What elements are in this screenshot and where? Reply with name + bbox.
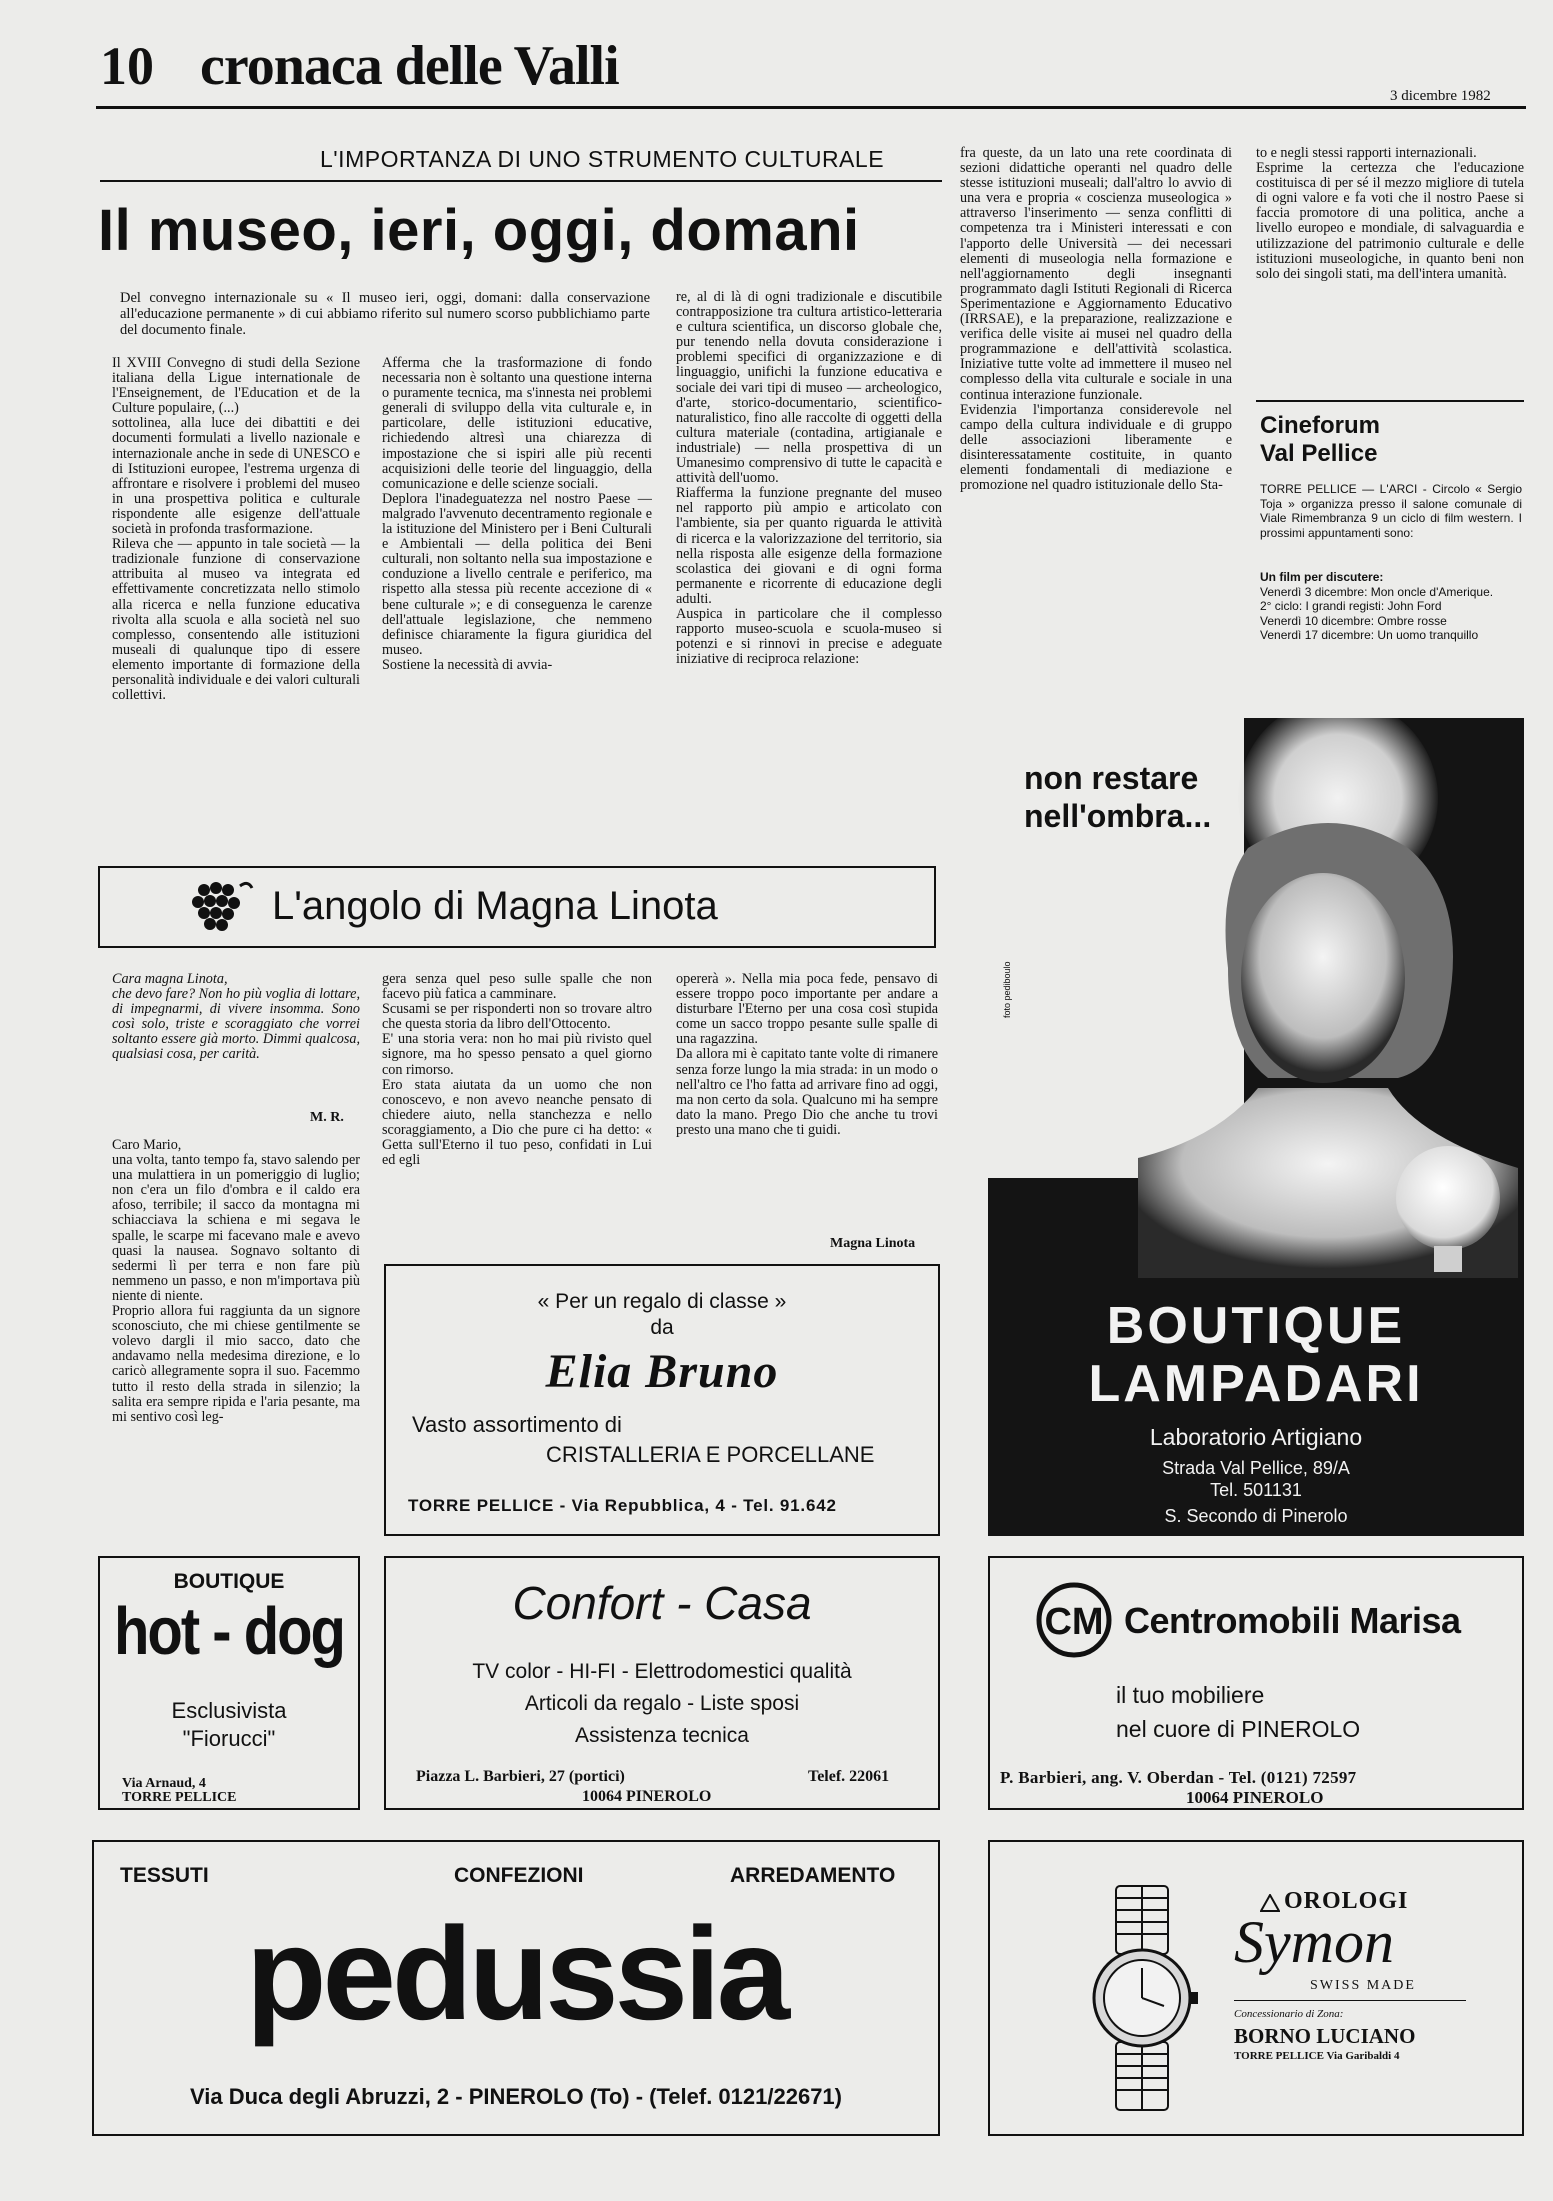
svg-text:CM: CM <box>1044 1601 1104 1643</box>
kicker-rule <box>100 180 942 182</box>
article-headline: Il museo, ieri, oggi, domani <box>98 198 860 263</box>
article-kicker: L'IMPORTANZA DI UNO STRUMENTO CULTURALE <box>320 146 885 172</box>
hotdog-addr-1: Via Arnaud, 4 <box>122 1776 206 1791</box>
cineforum-list <box>1260 570 1522 643</box>
centromobili-line1: il tuo mobiliere <box>1116 1682 1265 1708</box>
confort-tel: Telef. 22061 <box>808 1768 890 1785</box>
symon-swiss: SWISS MADE <box>1310 1978 1416 1993</box>
linota-letter: Cara magna Linota, che devo fare? Non ho più voglia di lottare, di impegnarmi, di vivere insomma. Sono così solo, triste e scoraggiato che vorrei soltanto essere già morto. Dimmi qualcosa, qualsiasi cosa, per carità. <box>112 971 360 1063</box>
lampadari-addr-1: Strada Val Pellice, 89/A <box>1162 1458 1350 1478</box>
article-column-4: fra queste, da un lato una rete coordinata di sezioni didattiche operanti nel quadro delle stesse istituzioni museali; dall'altro lo avvio di una vera e propria « coscienza museologica » attraverso l'inserimento — senza conflitti di competenza tra i Ministeri interessati e con l'apporto delle Università — dei necessari elementi di museologia nella formazione e nell'aggiornamento degli insegnanti programmato dagli Istituti Regionali di Ricerca Sperimentazione e Aggiornamento Educativo (IRRSAE), e la preparazione, realizzazione e verifica delle visite ai musei nel quadro della programmazione e dell'attività scolastica. Iniziative tutte volte ad immettere il museo nel complesso della vita culturale e sociale in una continua interazione funzionale. Evidenzia l'importanza considerevole nel campo della cultura individuale e di gruppo delle associazioni liberamente e disinteressatamente costituite, in quanto elementi fondamentali di mediazione e promozione nel quadro istituzionale dello Sta- <box>960 146 1232 494</box>
linota-column-1: Caro Mario, una volta, tanto tempo fa, stavo salendo per una mulattiera in un pomeriggio di luglio; non c'era un filo d'ombra e il caldo era afoso, terribile; il sacco da montagna mi schiacciava la schiena e mi segava le spalle, le scarpe mi facevano male e avevo quasi la nausea. Sognavo soltanto di sedermi lì per terra e non fare più nemmeno un passo, e non m'importava più niente di niente. Proprio allora fui raggiunta da un signore sconosciuto, che mi chiese gentilmente se volevo dargli il mio sacco, dato che andavamo nella medesima direzione, e lo caricò allegramente sopra il suo. Facemmo tutto il resto della strada in silenzio; la salita era sempre ripida e l'aria pesante, ma mi sentivo così leg- <box>112 1138 360 1425</box>
confort-city: 10064 PINEROLO <box>582 1788 712 1805</box>
photo-credit: foto pediboulo <box>1002 961 1012 1018</box>
article-column-5: to e negli stessi rapporti internazionali. Esprime la certezza che l'educazione costituisca di per sé il mezzo migliore di tutela di ogni valore e fa voti che il nostro Paese si faccia promotore di una politica, anche a livello europeo e mondiale, di salvaguardia e utilizzazione del patrimonio culturale e delle istituzioni museologiche, in quanto beni non solo dei singoli stati, ma dell'intera umanità. <box>1256 146 1524 282</box>
linota-header-box <box>98 866 936 948</box>
article-column-2: Afferma che la trasformazione di fondo necessaria non è soltanto una questione interna o puramente tecnica, ma s'innesta nei problemi generali di sviluppo della vita culturale e, in particolare, delle istituzioni educative, richiedendo altresì una chiarezza di impostazione che si ispiri alle più recenti acquisizioni delle teorie del linguaggio, della comunicazione e delle scienze sociali. Deplora l'inadeguatezza nel nostro Paese — malgrado l'avvenuto decentramento regionale e la istituzione del Ministero per i Beni Culturali e Ambientali — della politica dei Beni culturali, non soltanto nella sua impostazione e conduzione a livello centrale e periferico, ma rispetto alla stessa più recente accezione di « bene culturale »; e di conseguenza le carenze dell'attuale legislazione, che nemmeno definisce chiaramente la figura giuridica del museo. Sostiene la necessità di avvia- <box>382 356 652 673</box>
cineforum-item: 2° ciclo: I grandi registi: John Ford <box>1260 599 1442 613</box>
cineforum-title-line2: Val Pellice <box>1260 440 1378 467</box>
section-title: cronaca delle Valli <box>200 35 619 97</box>
hotdog-addr-2: TORRE PELLICE <box>122 1790 237 1805</box>
pedussia-address: Via Duca degli Abruzzi, 2 - PINEROLO (To) - (Telef. 0121/22671) <box>189 2084 842 2109</box>
linota-column-2: gera senza quel peso sulle spalle che non facevo più fatica a camminare. Scusami se per risponderti non so trovare altro che questa storia da libro dell'Ottocento. E' una storia vera: non ho mai più rivisto quel signore, ma ho spesso pensato a quel giorno con rimorso. Ero stata aiutata da un uomo che non conoscevo, e non avevo neanche pensato di chiedere aiuto, nella stanchezza e nello scoraggiamento, a Dio che pure ci ha detto: « Getta sull'Eterno il tuo peso, confidati in Lui ed egli <box>382 972 652 1169</box>
lampadari-addr-2: Tel. 501131 <box>1210 1480 1302 1500</box>
confort-addr: Piazza L. Barbieri, 27 (portici) <box>416 1768 625 1785</box>
cineforum-body: TORRE PELLICE — L'ARCI - Circolo « Sergio Toja » organizza presso il salone comunale di Viale Rimembranza 9 un ciclo di film western. I prossimi appuntamenti sono: <box>1260 482 1522 540</box>
elia-line3: Vasto assortimento di <box>412 1412 622 1437</box>
linota-sign: Magna Linota <box>830 1236 916 1251</box>
elia-address: TORRE PELLICE - Via Repubblica, 4 - Tel. 91.642 <box>408 1496 837 1515</box>
article-intro: Del convegno internazionale su « Il museo ieri, oggi, domani: dalla conservazione all'educazione permanente » di cui abbiamo riferito sul numero scorso pubblichiamo parte del documento finale. <box>120 290 650 338</box>
cineforum-item: Venerdì 10 dicembre: Ombre rosse <box>1260 613 1447 628</box>
pedussia-tag-1: TESSUTI <box>120 1864 209 1887</box>
centromobili-name: Centromobili Marisa <box>1124 1600 1461 1641</box>
elia-line4: CRISTALLERIA E PORCELLANE <box>546 1442 875 1467</box>
hotdog-top: BOUTIQUE <box>173 1570 285 1593</box>
hotdog-name: hot - dog <box>113 1594 344 1669</box>
cineforum-item: Venerdì 17 dicembre: Un uomo tranquillo <box>1260 628 1479 642</box>
article-column-3: re, al di là di ogni tradizionale e discutibile contrapposizione tra cultura artistico-letteraria e cultura scientifica, un discorso globale che, pur tenendo nella dovuta considerazione i problemi specifici di organizzazione e di linguaggio, unifichi la funzione educativa e sociale dei vari tipi di museo — archeologico, d'arte, storico-documentario, scientifico-naturalistico, fino alle raccolte di oggetti della cultura materiale (contadina, artigianale e industriale) — nella prospettiva di un Umanesimo comprensivo di tutte le capacità e attività dell'uomo. Riafferma la funzione pregnante del museo nel rapporto più ampio e articolato con l'ambiente, sia per quanto riguarda le attività di ricerca e la valorizzazione del territorio, sia nella risposta alle esigenze della formazione scolastica dei giovani e di ogni forma permanente e ricorrente di educazione degli adulti. Auspica in particolare che il complesso rapporto museo-scuola e scuola-museo si potenzi e si rinnovi in precise e adeguate iniziative di reciproca relazione: <box>676 290 942 668</box>
lampadari-name-1: BOUTIQUE <box>1106 1297 1406 1355</box>
centromobili-line2: nel cuore di PINEROLO <box>1116 1716 1361 1742</box>
centromobili-addr: P. Barbieri, ang. V. Oberdan - Tel. (0121) 72597 <box>1000 1768 1357 1787</box>
ad-hot-dog <box>98 1556 360 1810</box>
symon-dealer-addr: TORRE PELLICE Via Garibaldi 4 <box>1234 2050 1400 2062</box>
symon-brand: Symon <box>1234 1909 1394 1975</box>
grapes-icon <box>184 876 254 938</box>
page-number: 10 <box>100 36 154 96</box>
elia-name: Elia Bruno <box>545 1345 779 1398</box>
confort-name: Confort - Casa <box>512 1577 812 1629</box>
confort-line3: Assistenza tecnica <box>575 1724 749 1747</box>
lampadari-slogan-2: nell'ombra... <box>1024 798 1212 834</box>
hotdog-line1: Esclusivista <box>171 1698 287 1723</box>
confort-line2: Articoli da regalo - Liste sposi <box>524 1692 800 1715</box>
cineforum-rule <box>1256 400 1524 402</box>
linota-title: L'angolo di Magna Linota <box>272 884 718 928</box>
ad-pedussia <box>92 1840 940 2136</box>
linota-letter-sign: M. R. <box>310 1110 344 1125</box>
elia-tagline: « Per un regalo di classe » <box>537 1290 787 1313</box>
centromobili-city: 10064 PINEROLO <box>1186 1788 1324 1807</box>
cineforum-item: Un film per discutere: <box>1260 570 1384 584</box>
lampadari-addr-3: S. Secondo di Pinerolo <box>1164 1506 1348 1526</box>
portrait-illustration <box>1098 808 1518 1278</box>
header-rule <box>96 106 1526 109</box>
confort-line1: TV color - HI-FI - Elettrodomestici qualità <box>472 1660 852 1683</box>
hotdog-line2: "Fiorucci" <box>182 1726 276 1751</box>
pedussia-logo: pedussia <box>245 1900 787 2047</box>
lampadari-name-2: LAMPADARI <box>1088 1355 1424 1413</box>
article-column-1: Il XVIII Convegno di studi della Sezione italiana della Ligue internationale de l'Enseignement, de l'Education et de la Culture populaire, (...) sottolinea, alla luce dei dibattiti e dei documenti formulati a livello nazionale e internazionale anche in sede di UNESCO e di Istituzioni europee, l'estrema urgenza di affrontare e risolvere i problemi del museo in una prospettiva politica e culturale rispondente alle esigenze dell'attuale società in profonda trasformazione. Rileva che — appunto in tale società — la tradizionale funzione di conservazione attribuita al museo va integrata ed effettivamente concretizzata nello stimolo alla ricerca e nella funzione educativa rivolta alla scuola e alla società nel suo complesso, consentendo alle istituzioni museali di qualunque tipo di essere elemento importante di formazione della personalità individuale e dei valori culturali collettivi. <box>112 356 360 704</box>
ad-confort-casa <box>384 1556 940 1810</box>
elia-da: da <box>650 1316 674 1339</box>
wristwatch-icon <box>1082 1884 1202 2112</box>
lampadari-sub: Laboratorio Artigiano <box>1149 1424 1363 1450</box>
linota-column-3: opererà ». Nella mia poca fede, pensavo di essere troppo poco importante per andare a disturbare l'Eterno per una cosa così stupida come un sacco troppo pesante sulle spalle di una ragazzina. Da allora mi è capitato tante volte di rimanere senza forze lungo la mia strada: in un modo o nell'altro ce l'ho fatta ad arrivare fino ad oggi, ma non certo da sola. Qualcuno mi ha sempre dato la mano. Prego Dio che anche tu trovi presto una mano che ti guidi. <box>676 972 938 1138</box>
cineforum-title-line1: Cineforum <box>1260 412 1380 439</box>
ad-elia-bruno <box>384 1264 940 1536</box>
symon-top: OROLOGI <box>1284 1888 1409 1914</box>
symon-dealer-label: Concessionario di Zona: <box>1234 2008 1344 2020</box>
symon-dealer: BORNO LUCIANO <box>1234 2024 1416 2048</box>
pedussia-tag-2: CONFEZIONI <box>454 1864 584 1887</box>
ad-centromobili <box>988 1556 1524 1810</box>
symon-rule <box>1234 2000 1466 2001</box>
ad-symon <box>988 1840 1524 2136</box>
issue-date: 3 dicembre 1982 <box>1390 88 1491 104</box>
cm-logo-icon <box>1034 1580 1114 1660</box>
pedussia-tag-3: ARREDAMENTO <box>730 1864 896 1887</box>
lampadari-slogan-1: non restare <box>1024 760 1199 796</box>
ad-boutique-lampadari <box>988 718 1524 1536</box>
cineforum-item: Venerdì 3 dicembre: Mon oncle d'Amerique. <box>1260 584 1494 599</box>
